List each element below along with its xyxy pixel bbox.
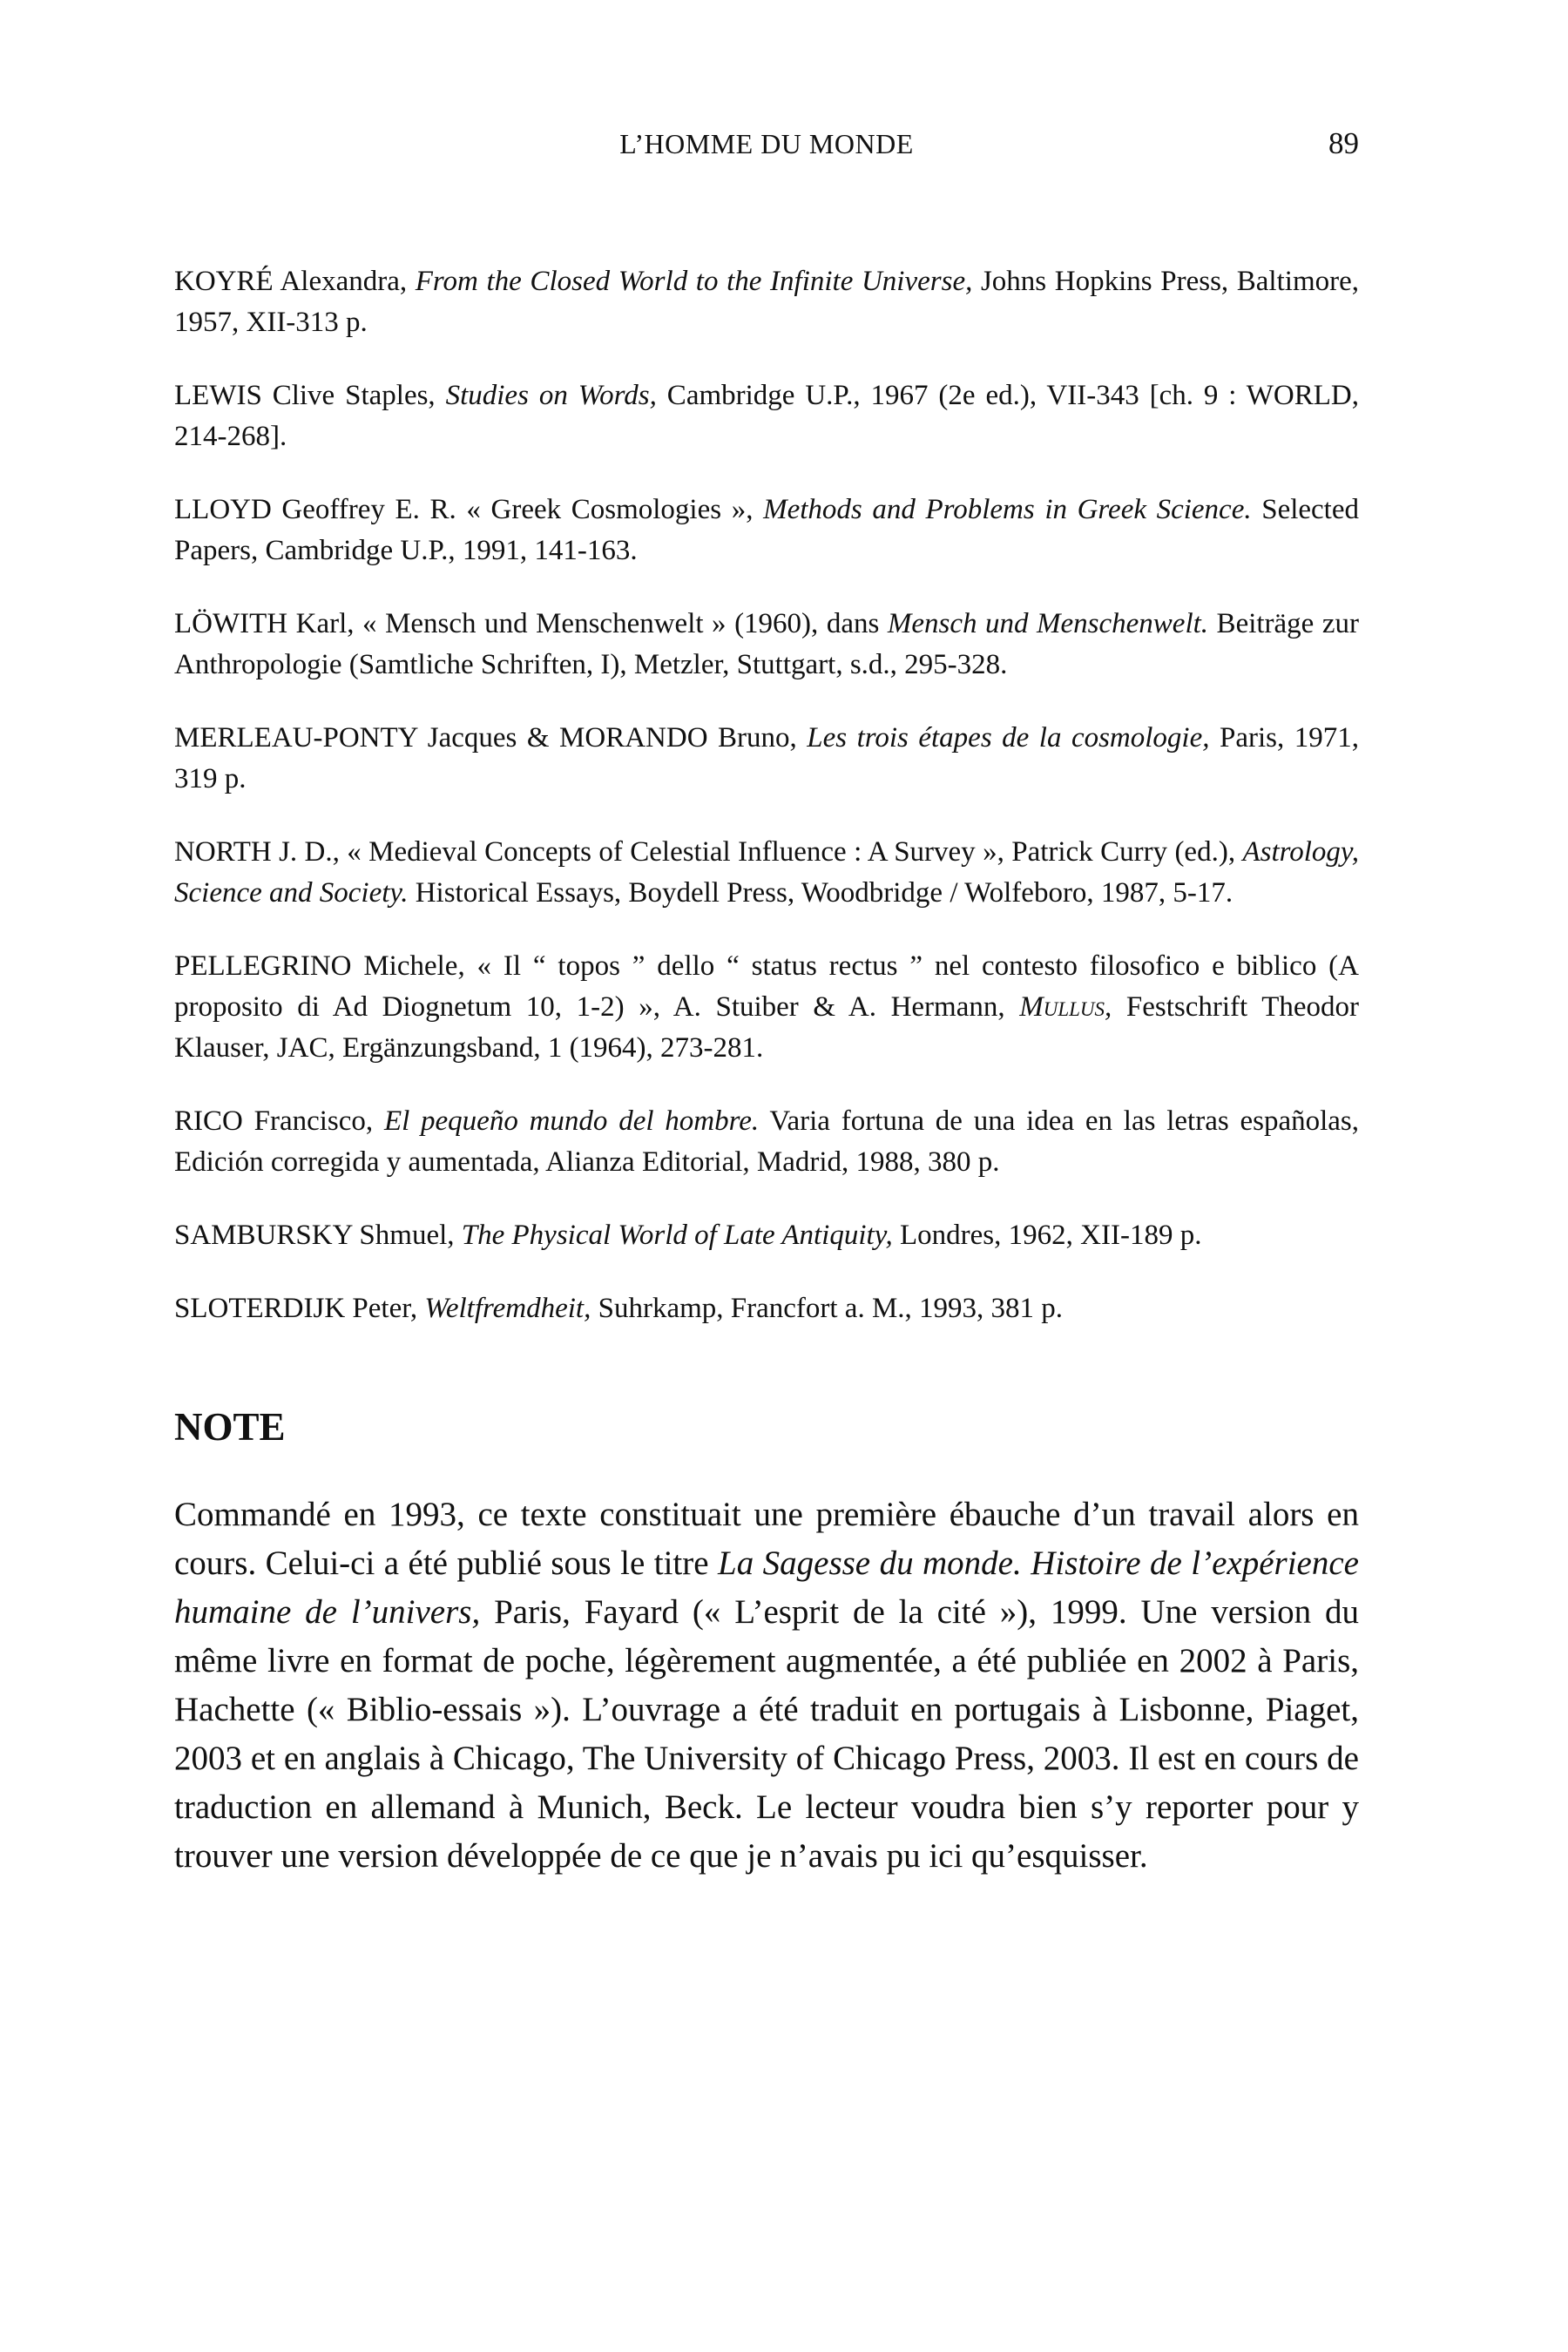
entry-title: The Physical World of Late Antiquity, — [461, 1220, 893, 1251]
entry-title: Weltfremdheit, — [424, 1293, 591, 1324]
entry-publication-details: Suhrkamp, Francfort a. M., 1993, 381 p. — [591, 1293, 1064, 1324]
entry-author-details: LEWIS Clive Staples, — [174, 380, 446, 411]
entry-author-details: LÖWITH Karl, « Mensch und Menschenwelt » (1960), dans — [174, 608, 888, 639]
entry-title: Mensch und Menschenwelt. — [887, 608, 1209, 639]
bibliography-entry-pellegrino — [174, 946, 1359, 1069]
entry-author-details: SLOTERDIJK Peter, — [174, 1293, 425, 1324]
entry-publication-details: Londres, 1962, XII-189 p. — [892, 1220, 1202, 1251]
page-number: 89 — [1328, 126, 1359, 160]
note-paragraph — [174, 1490, 1359, 1881]
entry-publication-details: Johns Hopkins Press, Baltimore, 1957, XII-313 p. — [174, 266, 1359, 338]
bibliography-entry-lewis — [174, 375, 1359, 457]
entry-publication-details: Beiträge zur Anthropologie (Samtliche Schriften, I), Metzler, Stuttgart, s.d., 295-328. — [174, 608, 1359, 680]
bibliography-entry-rico — [174, 1101, 1359, 1183]
entry-title: Mullus, — [1019, 991, 1112, 1023]
entry-publication-details: Cambridge U.P., 1967 (2e ed.), VII-343 [ch. 9 : WORLD, 214-268]. — [174, 380, 1359, 452]
bibliography-entry-sloterdijk — [174, 1288, 1359, 1329]
running-title: L’HOMME DU MONDE — [619, 128, 914, 159]
entry-author-details: RICO Francisco, — [174, 1105, 384, 1137]
note-heading: NOTE — [174, 1405, 286, 1449]
entry-author-details: NORTH J. D., « Medieval Concepts of Celestial Influence : A Survey », Patrick Curry (ed.), — [174, 836, 1243, 868]
entry-publication-details: Historical Essays, Boydell Press, Woodbridge / Wolfeboro, 1987, 5-17. — [408, 877, 1233, 909]
running-header — [174, 118, 1359, 170]
entry-title: From the Closed World to the Infinite Universe, — [415, 266, 973, 297]
bibliography-entry-koyre — [174, 261, 1359, 343]
entry-publication-details: Selected Papers, Cambridge U.P., 1991, 141-163. — [174, 494, 1359, 566]
entry-title: Methods and Problems in Greek Science. — [763, 494, 1252, 525]
entry-author-details: SAMBURSKY Shmuel, — [174, 1220, 462, 1251]
note-section — [174, 1403, 1359, 1881]
bibliography-entry-sambursky — [174, 1215, 1359, 1256]
bibliography-entry-north — [174, 832, 1359, 914]
note-text-continuation: Paris, Fayard (« L’esprit de la cité »), 1999. Une version du même livre en format de poche, légèrement augmentée, a été publiée en 2002 à Paris, Hachette (« Biblio-essais »). L’ouvrage a été traduit en portugais à Lisbonne, Piaget, 2003 et en anglais à Chicago, The University of Chicago Press, 2003. Il est en cours de traduction en allemand à Munich, Beck. Le lecteur voudra bien s’y reporter pour y trouver une version développée de ce que je n’avais pu ici qu’esquisser. — [174, 1593, 1359, 1875]
book-page — [174, 118, 1359, 1881]
note-book-title: La Sagesse du monde. Histoire de l’expérience humaine de l’univers, — [174, 1544, 1359, 1631]
entry-title: Les trois étapes de la cosmologie, — [807, 722, 1210, 754]
entry-publication-details: Festschrift Theodor Klauser, JAC, Ergänzungsband, 1 (1964), 273-281. — [174, 991, 1360, 1064]
bibliography-entry-merleau-ponty — [174, 718, 1359, 800]
bibliography-entry-lowith — [174, 604, 1359, 686]
entry-author-details: MERLEAU-PONTY Jacques & MORANDO Bruno, — [174, 722, 808, 754]
bibliography-list — [174, 261, 1359, 1329]
entry-author-details: PELLEGRINO Michele, « Il “ topos ” dello “ status rectus ” nel contesto filosofico e biblico (A proposito di Ad Diognetum 10, 1-2) », A. Stuiber & A. Hermann, — [174, 950, 1359, 1023]
entry-publication-details: Varia fortuna de una idea en las letras españolas, Edición corregida y aumentada, Alianza Editorial, Madrid, 1988, 380 p. — [174, 1105, 1360, 1178]
entry-title: El pequeño mundo del hombre. — [383, 1105, 760, 1137]
entry-title: Studies on Words, — [445, 380, 657, 411]
entry-author-details: LLOYD Geoffrey E. R. « Greek Cosmologies », — [174, 494, 764, 525]
entry-title: Astrology, Science and Society. — [174, 836, 1359, 909]
entry-publication-details: Paris, 1971, 319 p. — [174, 722, 1359, 794]
note-text-opening: Commandé en 1993, ce texte constituait une première ébauche d’un travail alors en cours. Celui-ci a été publié sous le titre — [174, 1496, 1359, 1582]
bibliography-entry-lloyd — [174, 490, 1359, 571]
entry-author-details: KOYRÉ Alexandra, — [174, 266, 416, 297]
